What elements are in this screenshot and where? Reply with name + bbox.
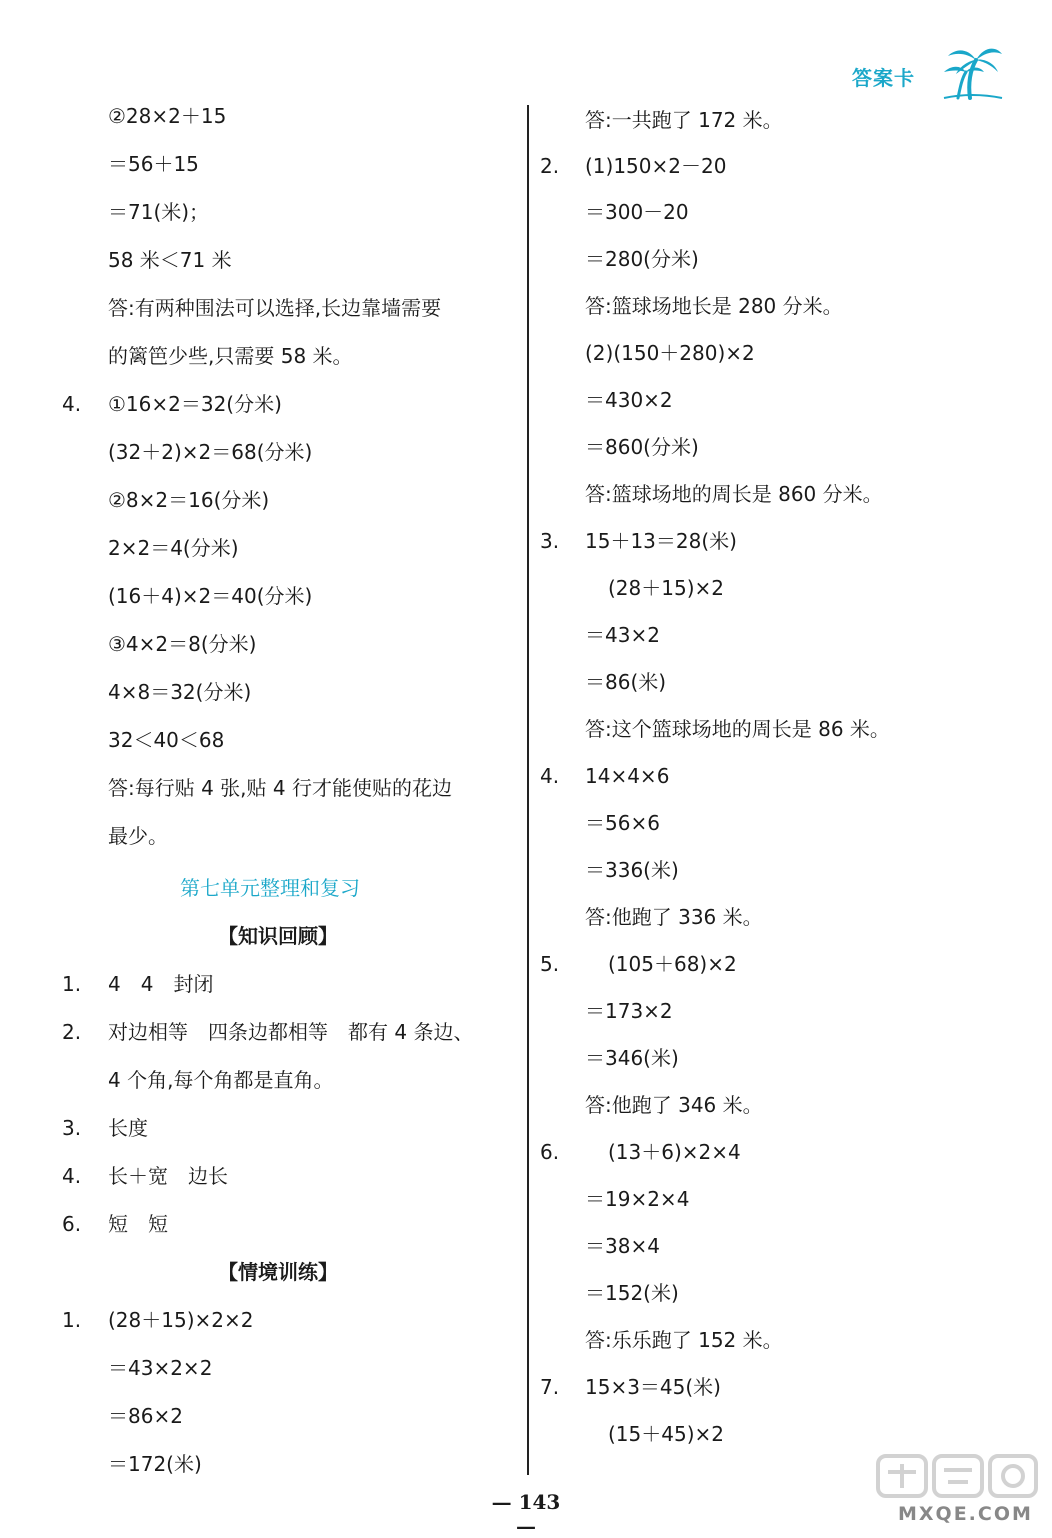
answer-line: ＝86×2 (108, 1404, 183, 1428)
answer-line: (13＋6)×2×4 (608, 1140, 741, 1164)
answer-line: (105＋68)×2 (608, 952, 737, 976)
question-number: 2. (540, 154, 560, 178)
answer-line: 答:有两种围法可以选择,长边靠墙需要 (108, 296, 442, 320)
answer-line: (28＋15)×2 (608, 576, 724, 600)
question-number: 7. (540, 1375, 560, 1399)
answer-line: 15＋13＝28(米) (585, 529, 737, 553)
column-divider (527, 105, 529, 1475)
answer-line: 32＜40＜68 (108, 728, 225, 752)
answer-line: (15＋45)×2 (608, 1422, 724, 1446)
question-number: 3. (62, 1116, 82, 1140)
answer-line: (28＋15)×2×2 (108, 1308, 254, 1332)
answer-line: (1)150×2－20 (585, 154, 727, 178)
answer-line: ＝346(米) (585, 1046, 679, 1070)
answer-line: (32＋2)×2＝68(分米) (108, 440, 313, 464)
answer-line: 15×3＝45(米) (585, 1375, 721, 1399)
answer-line: 答:他跑了 346 米。 (585, 1093, 763, 1117)
answer-line: 4×8＝32(分米) (108, 680, 252, 704)
question-number: 4. (540, 764, 560, 788)
answer-line: 答:篮球场地的周长是 860 分米。 (585, 482, 883, 506)
answer-line: ＝71(米)； (108, 200, 210, 224)
answer-line: ＝43×2×2 (108, 1356, 213, 1380)
answer-line: ＝38×4 (585, 1234, 660, 1258)
answer-line: 58 米＜71 米 (108, 248, 232, 272)
answer-line: (2)(150＋280)×2 (585, 341, 755, 365)
question-number: 4. (62, 1164, 82, 1188)
question-number: 6. (540, 1140, 560, 1164)
answer-line: 答:一共跑了 172 米。 (585, 108, 783, 132)
question-number: 6. (62, 1212, 82, 1236)
watermark-text: MXQE.COM (898, 1503, 1033, 1525)
section-title: 第七单元整理和复习 (180, 876, 360, 900)
answer-line: ＝152(米) (585, 1281, 679, 1305)
answer-line: 2×2＝4(分米) (108, 536, 239, 560)
answer-line: ＝336(米) (585, 858, 679, 882)
page-number: — 143 — (491, 1490, 561, 1538)
answer-line: 4 个角,每个角都是直角。 (108, 1068, 334, 1092)
answer-line: ＝56×6 (585, 811, 660, 835)
answer-line: 答:这个篮球场地的周长是 86 米。 (585, 717, 890, 741)
answer-line: 最少。 (108, 824, 168, 848)
question-number: 1. (62, 972, 82, 996)
header-answer-card-label: 答案卡 (852, 66, 915, 90)
answer-line: ＝172(米) (108, 1452, 202, 1476)
answer-line: ＝43×2 (585, 623, 660, 647)
answer-line: ＝300－20 (585, 200, 689, 224)
heading-knowledge-review: 【知识回顾】 (218, 924, 338, 948)
answer-line: ①16×2＝32(分米) (108, 392, 282, 416)
answer-line: 14×4×6 (585, 764, 670, 788)
question-number: 3. (540, 529, 560, 553)
answer-line: 答:每行贴 4 张,贴 4 行才能使贴的花边 (108, 776, 452, 800)
answer-line: ＝56＋15 (108, 152, 199, 176)
answer-line: ＝19×2×4 (585, 1187, 690, 1211)
answer-line: (16＋4)×2＝40(分米) (108, 584, 313, 608)
question-number: 4. (62, 392, 82, 416)
answer-line: 答:他跑了 336 米。 (585, 905, 763, 929)
answer-line: ②8×2＝16(分米) (108, 488, 270, 512)
answer-line: 4 4 封闭 (108, 972, 214, 996)
answer-line: ＝173×2 (585, 999, 673, 1023)
answer-line: 的篱笆少些,只需要 58 米。 (108, 344, 353, 368)
answer-line: ＝86(米) (585, 670, 667, 694)
answer-line: 长＋宽 边长 (108, 1164, 228, 1188)
answer-line: ②28×2＋15 (108, 104, 227, 128)
answer-line: 短 短 (108, 1212, 168, 1236)
question-number: 5. (540, 952, 560, 976)
palm-tree-icon (940, 40, 1004, 100)
answer-line: 对边相等 四条边都相等 都有 4 条边、 (108, 1020, 474, 1044)
answer-line: 答:篮球场地长是 280 分米。 (585, 294, 843, 318)
question-number: 1. (62, 1308, 82, 1332)
heading-scenario-training: 【情境训练】 (218, 1260, 338, 1284)
answer-line: 答:乐乐跑了 152 米。 (585, 1328, 783, 1352)
answer-line: ＝280(分米) (585, 247, 699, 271)
answer-line: ＝430×2 (585, 388, 673, 412)
question-number: 2. (62, 1020, 82, 1044)
answer-line: ③4×2＝8(分米) (108, 632, 257, 656)
answer-line: 长度 (108, 1116, 148, 1140)
answer-line: ＝860(分米) (585, 435, 699, 459)
